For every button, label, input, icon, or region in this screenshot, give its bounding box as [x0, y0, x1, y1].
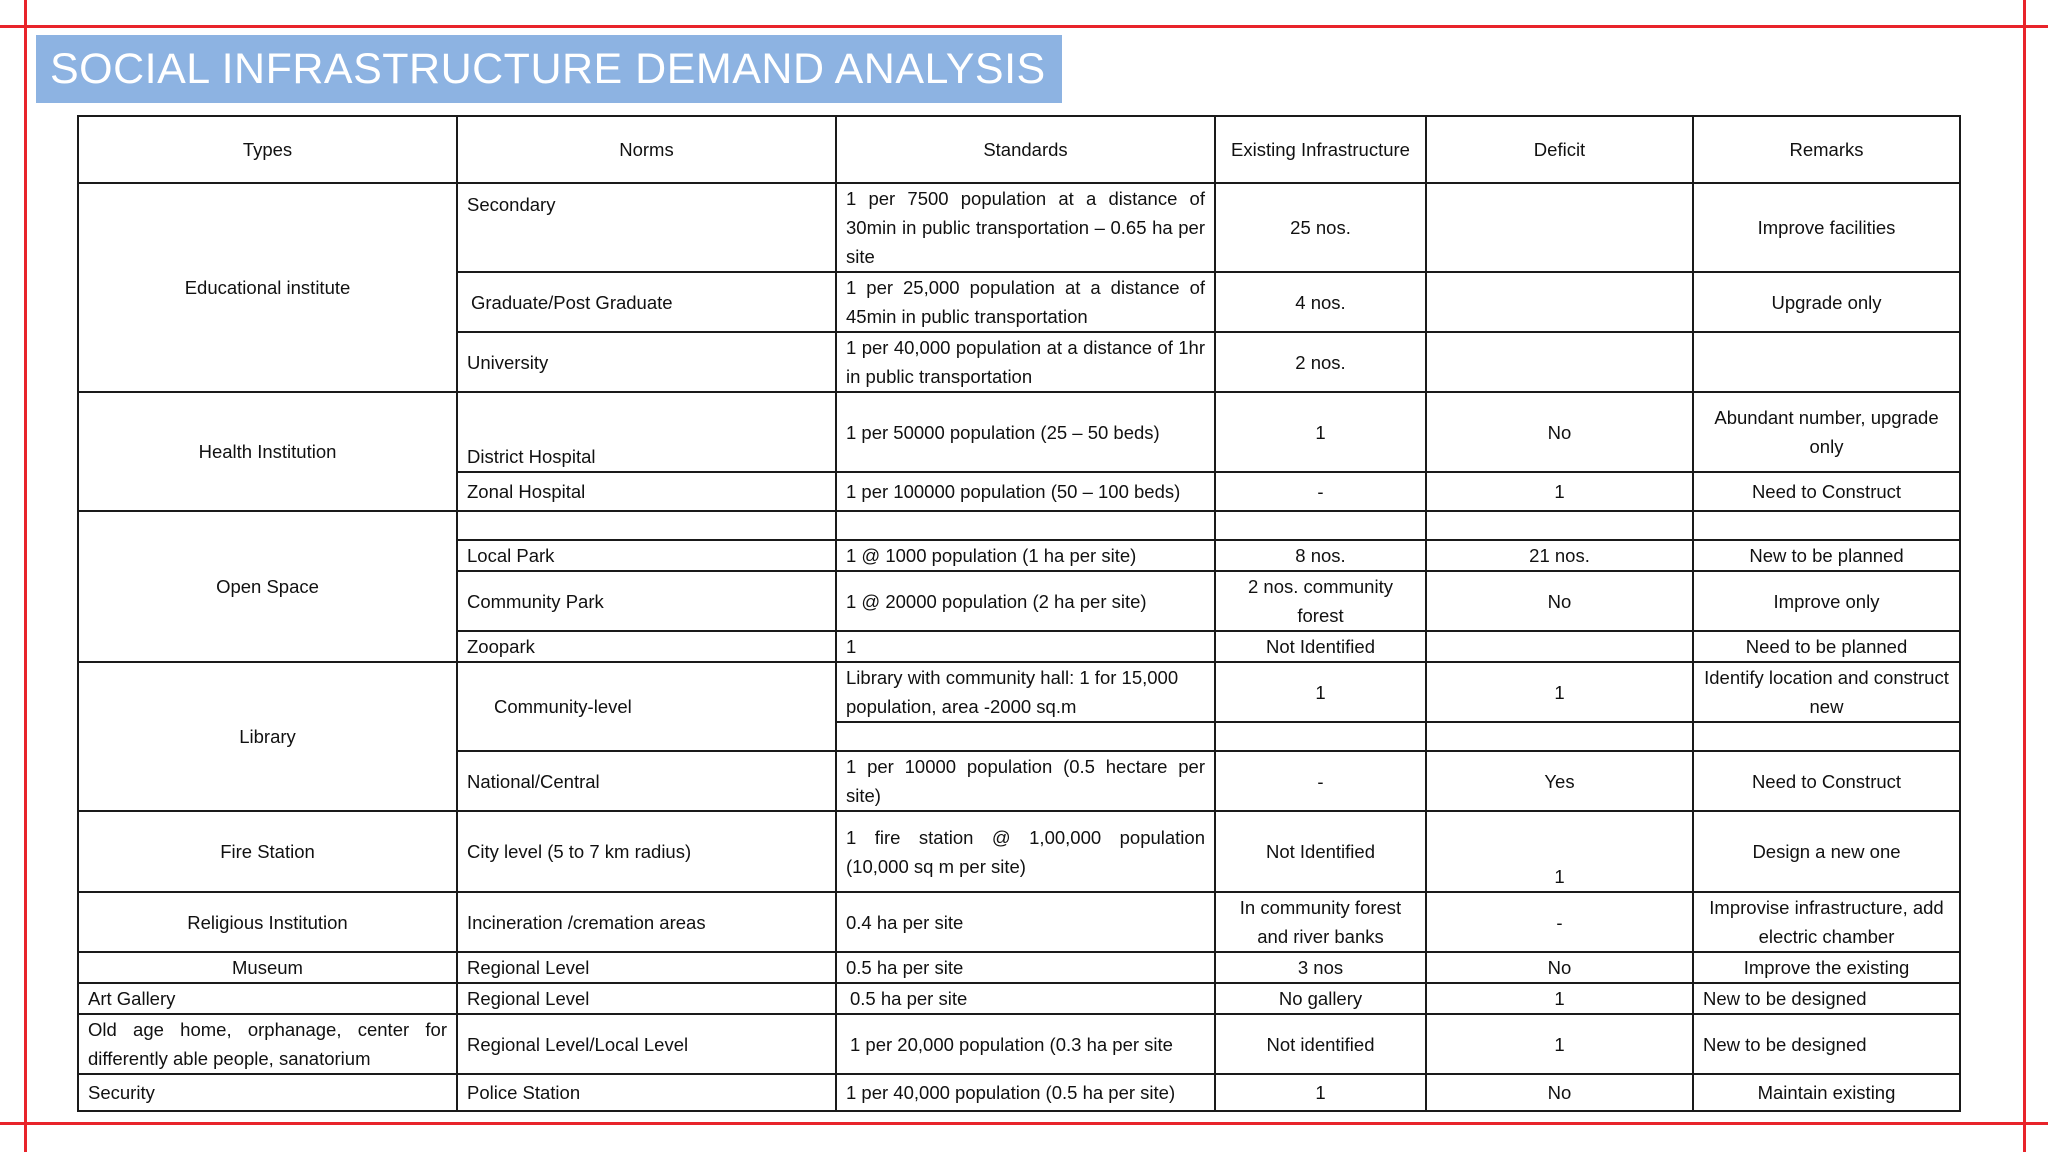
norm-cell	[457, 511, 836, 540]
remarks-cell	[1693, 511, 1960, 540]
norm-cell: National/Central	[457, 751, 836, 811]
type-cell: Educational institute	[78, 183, 457, 392]
norm-cell: Secondary	[457, 183, 836, 272]
table-row	[78, 392, 1960, 472]
remarks-cell: Improvise infrastructure, add electric chamber	[1693, 892, 1960, 952]
existing-cell: 8 nos.	[1215, 540, 1426, 571]
norm-cell: Incineration /cremation areas	[457, 892, 836, 952]
deficit-cell: 1	[1426, 1014, 1693, 1074]
table-row	[78, 811, 1960, 892]
empty-cell	[1693, 722, 1960, 751]
existing-cell: 2 nos.	[1215, 332, 1426, 392]
type-cell: Open Space	[78, 511, 457, 662]
norm-cell: Graduate/Post Graduate	[457, 272, 836, 332]
deficit-cell	[1426, 631, 1693, 662]
guide-line-bottom	[0, 1122, 2048, 1125]
table-row	[78, 952, 1960, 983]
guide-line-top	[0, 25, 2048, 28]
existing-cell: -	[1215, 751, 1426, 811]
existing-cell: 1	[1215, 392, 1426, 472]
empty-cell	[836, 722, 1215, 751]
remarks-cell: Improve only	[1693, 571, 1960, 631]
existing-cell: Not Identified	[1215, 811, 1426, 892]
deficit-cell: No	[1426, 1074, 1693, 1111]
deficit-cell: -	[1426, 892, 1693, 952]
existing-cell	[1215, 511, 1426, 540]
norm-cell: Community-level	[457, 662, 836, 751]
page-title: SOCIAL INFRASTRUCTURE DEMAND ANALYSIS	[50, 45, 1046, 93]
existing-cell: No gallery	[1215, 983, 1426, 1014]
table-row	[78, 1014, 1960, 1074]
existing-cell: In community forest and river banks	[1215, 892, 1426, 952]
header-types: Types	[78, 116, 457, 183]
standard-cell: 1 per 10000 population (0.5 hectare per site)	[836, 751, 1215, 811]
standard-cell	[836, 511, 1215, 540]
existing-cell: 3 nos	[1215, 952, 1426, 983]
remarks-cell	[1693, 332, 1960, 392]
remarks-cell: Need to Construct	[1693, 751, 1960, 811]
norm-cell: District Hospital	[457, 392, 836, 472]
remarks-cell: New to be planned	[1693, 540, 1960, 571]
deficit-cell: 21 nos.	[1426, 540, 1693, 571]
type-cell: Library	[78, 662, 457, 811]
standard-cell: 1 per 40,000 population at a distance of 1hr in public transportation	[836, 332, 1215, 392]
table-row	[78, 983, 1960, 1014]
standard-cell: 1 per 20,000 population (0.3 ha per site	[836, 1014, 1215, 1074]
table-row	[78, 1074, 1960, 1111]
table-row	[78, 183, 1960, 272]
norm-cell: University	[457, 332, 836, 392]
deficit-cell: No	[1426, 392, 1693, 472]
norm-cell: Regional Level	[457, 952, 836, 983]
norm-cell: Regional Level	[457, 983, 836, 1014]
standard-cell: 0.4 ha per site	[836, 892, 1215, 952]
norm-cell: Regional Level/Local Level	[457, 1014, 836, 1074]
type-cell: Museum	[78, 952, 457, 983]
empty-cell	[1426, 722, 1693, 751]
existing-cell: 1	[1215, 662, 1426, 722]
norm-cell: Zoopark	[457, 631, 836, 662]
remarks-cell: Improve facilities	[1693, 183, 1960, 272]
standard-cell: 1 per 7500 population at a distance of 30min in public transportation – 0.65 ha per site	[836, 183, 1215, 272]
header-deficit: Deficit	[1426, 116, 1693, 183]
remarks-cell: Upgrade only	[1693, 272, 1960, 332]
norm-cell: Police Station	[457, 1074, 836, 1111]
deficit-cell	[1426, 511, 1693, 540]
norm-cell: Zonal Hospital	[457, 472, 836, 511]
deficit-cell: 1	[1426, 811, 1693, 892]
standard-cell: 1 per 25,000 population at a distance of 45min in public transportation	[836, 272, 1215, 332]
standard-cell: 1 per 100000 population (50 – 100 beds)	[836, 472, 1215, 511]
type-cell: Old age home, orphanage, center for differently able people, sanatorium	[78, 1014, 457, 1074]
remarks-cell: Abundant number, upgrade only	[1693, 392, 1960, 472]
remarks-cell: Need to Construct	[1693, 472, 1960, 511]
deficit-cell: 1	[1426, 472, 1693, 511]
standard-cell: 0.5 ha per site	[836, 983, 1215, 1014]
remarks-cell: New to be designed	[1693, 983, 1960, 1014]
remarks-cell: Need to be planned	[1693, 631, 1960, 662]
remarks-cell: Improve the existing	[1693, 952, 1960, 983]
table-row	[78, 511, 1960, 540]
type-cell: Fire Station	[78, 811, 457, 892]
remarks-cell: New to be designed	[1693, 1014, 1960, 1074]
remarks-cell: Identify location and construct new	[1693, 662, 1960, 722]
type-cell: Security	[78, 1074, 457, 1111]
infrastructure-table	[77, 115, 1961, 1112]
type-cell: Art Gallery	[78, 983, 457, 1014]
header-norms: Norms	[457, 116, 836, 183]
deficit-cell	[1426, 183, 1693, 272]
deficit-cell: 1	[1426, 983, 1693, 1014]
type-cell: Religious Institution	[78, 892, 457, 952]
deficit-cell: Yes	[1426, 751, 1693, 811]
existing-cell: 1	[1215, 1074, 1426, 1111]
type-cell: Health Institution	[78, 392, 457, 511]
guide-line-left	[24, 0, 27, 1152]
existing-cell: 4 nos.	[1215, 272, 1426, 332]
deficit-cell: No	[1426, 952, 1693, 983]
empty-cell	[1215, 722, 1426, 751]
standard-cell: 1 @ 20000 population (2 ha per site)	[836, 571, 1215, 631]
guide-line-right	[2023, 0, 2026, 1152]
standard-cell: 1 per 50000 population (25 – 50 beds)	[836, 392, 1215, 472]
existing-cell: Not identified	[1215, 1014, 1426, 1074]
deficit-cell: No	[1426, 571, 1693, 631]
header-standards: Standards	[836, 116, 1215, 183]
header-existing: Existing Infrastructure	[1215, 116, 1426, 183]
standard-cell: 1	[836, 631, 1215, 662]
header-remarks: Remarks	[1693, 116, 1960, 183]
standard-cell: 1 fire station @ 1,00,000 population (10,000 sq m per site)	[836, 811, 1215, 892]
remarks-cell: Maintain existing	[1693, 1074, 1960, 1111]
standard-cell: 0.5 ha per site	[836, 952, 1215, 983]
table-row	[78, 662, 1960, 722]
existing-cell: Not Identified	[1215, 631, 1426, 662]
standard-cell: 1 @ 1000 population (1 ha per site)	[836, 540, 1215, 571]
deficit-cell	[1426, 272, 1693, 332]
existing-cell: -	[1215, 472, 1426, 511]
norm-cell: City level (5 to 7 km radius)	[457, 811, 836, 892]
standard-cell: 1 per 40,000 population (0.5 ha per site)	[836, 1074, 1215, 1111]
table-row	[78, 892, 1960, 952]
title-banner	[36, 35, 1062, 103]
norm-cell: Community Park	[457, 571, 836, 631]
norm-cell: Local Park	[457, 540, 836, 571]
existing-cell: 2 nos. community forest	[1215, 571, 1426, 631]
existing-cell: 25 nos.	[1215, 183, 1426, 272]
header-row	[78, 116, 1960, 183]
remarks-cell: Design a new one	[1693, 811, 1960, 892]
standard-cell: Library with community hall: 1 for 15,000 population, area -2000 sq.m	[836, 662, 1215, 722]
deficit-cell	[1426, 332, 1693, 392]
deficit-cell: 1	[1426, 662, 1693, 722]
